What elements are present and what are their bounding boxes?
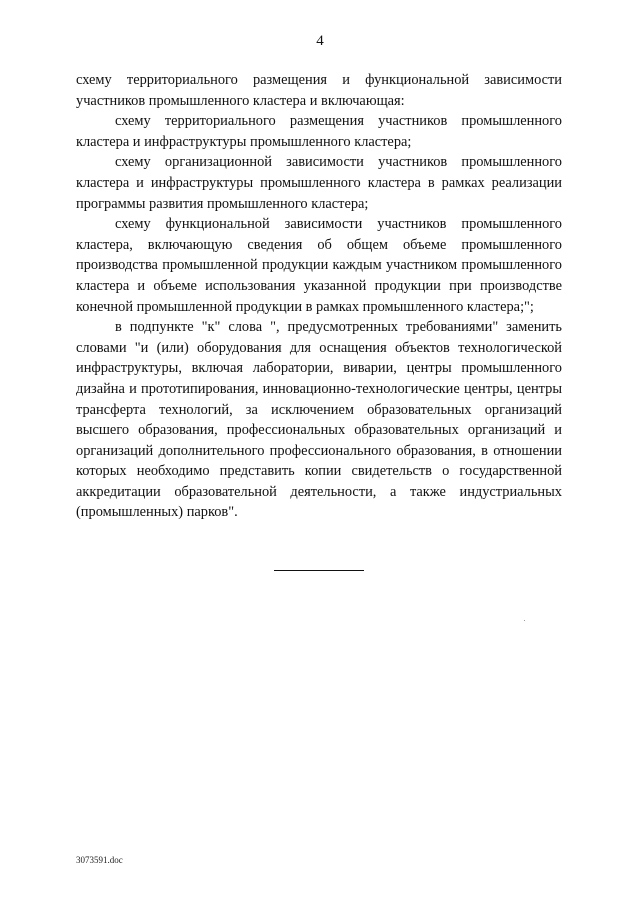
paragraph-intro: схему территориального размещения и функциональной зависимости участников промышленного кластера и включающая: (76, 72, 562, 109)
page-number: 4 (316, 33, 324, 49)
paragraph-functional-scheme: схему функциональной зависимости участников промышленного кластера, включающую сведения об общем объеме промышленного производства промышленной продукции каждым участником промышленного кластера и объеме использования указанной продукции при производстве конечной промышленной продукции в рамках промышленного кластера;"; (76, 216, 562, 315)
document-body (76, 70, 562, 523)
paragraph-amendment: в подпункте "к" слова ", предусмотренных требованиями" заменить словами "и (или) оборудования для оснащения объектов технологической инфраструктуры, включая лаборатории, виварии, центры промышленного дизайна и прототипирования, инновационно-технологические центры, центры трансферта технологий, за исключением образовательных организаций высшего образования, профессиональных образовательных организаций и организаций дополнительного профессионального образования, в отношении которых необходимо представить копии свидетельств о государственной аккредитации образовательной деятельности, а также индустриальных (промышленных) парков". (76, 319, 562, 521)
end-separator-line (274, 570, 364, 571)
footer-filename: 3073591.doc (76, 855, 123, 865)
scan-speck (524, 620, 525, 621)
paragraph-organizational-scheme: схему организационной зависимости участников промышленного кластера и инфраструктуры промышленного кластера в рамках реализации программы развития промышленного кластера; (76, 154, 562, 212)
paragraph-territorial-scheme: схему территориального размещения участников промышленного кластера и инфраструктуры промышленного кластера; (76, 113, 562, 150)
